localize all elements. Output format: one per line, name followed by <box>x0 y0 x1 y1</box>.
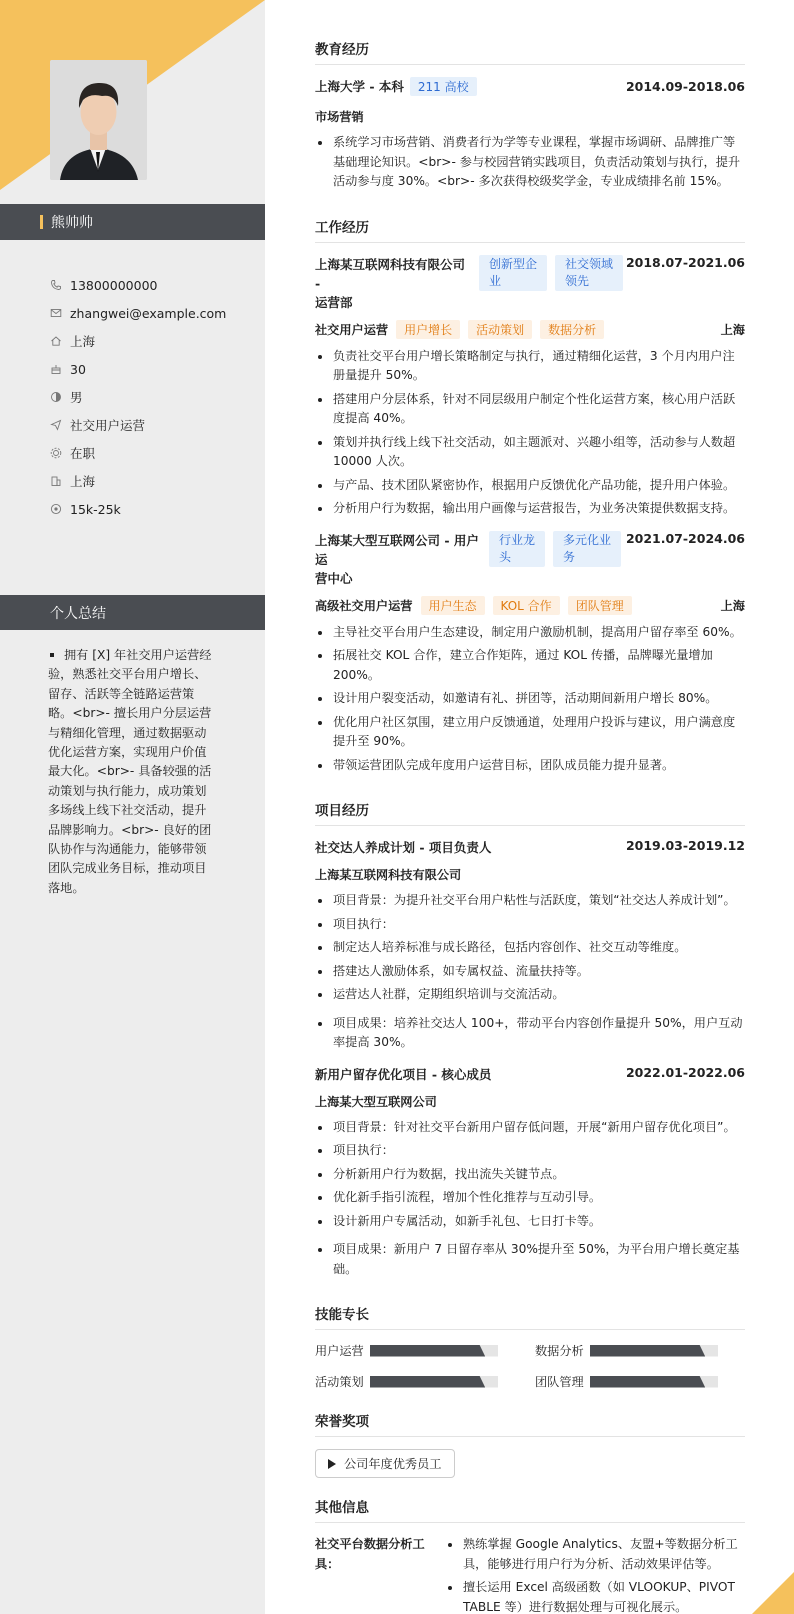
corner-decoration-bottom <box>752 1572 794 1614</box>
project-company: 上海某互联网科技有限公司 <box>315 868 462 882</box>
job-role: 高级社交用户运营 <box>315 598 413 613</box>
project-bullet: 项目成果：培养社交达人 100+，带动平台内容创作量提升 50%，用户互动率提高 30%。 <box>315 1014 745 1053</box>
skills-title: 技能专长 <box>315 1303 745 1330</box>
contact-phone <box>50 271 226 299</box>
avatar <box>50 60 147 180</box>
honors-section <box>315 1410 745 1478</box>
job-tag-line: 多元化业 <box>563 532 612 547</box>
project-bullet: 分析新用户行为数据，找出流失关键节点。 <box>315 1165 745 1185</box>
contact-location <box>50 327 226 355</box>
job-tag <box>555 255 623 291</box>
job-bullet: 设计用户裂变活动，如邀请有礼、拼团等，活动期间新用户增长 80%。 <box>315 689 745 709</box>
skill-fill <box>370 1376 485 1388</box>
salary-icon <box>50 503 62 515</box>
education-tag: 211 高校 <box>410 77 477 96</box>
summary-title: 个人总结 <box>50 605 106 622</box>
skill-item <box>315 1342 535 1359</box>
job-city: 上海 <box>720 322 745 337</box>
project-date: 2019.03-2019.12 <box>625 838 745 853</box>
job-tag-line: 社交领域 <box>565 256 614 271</box>
job-item <box>315 531 745 776</box>
job-skill-tag: 数据分析 <box>540 320 604 339</box>
play-icon <box>328 1459 336 1469</box>
contact-email <box>50 299 226 327</box>
project-header <box>315 838 745 856</box>
job-company-line: 上海某互联网科技有限公司 - <box>315 256 466 291</box>
gender-icon <box>50 391 62 403</box>
job-item <box>315 255 745 519</box>
education-header <box>315 77 745 96</box>
job-skill-tag: 用户增长 <box>396 320 460 339</box>
contact-salary-text: 15k-25k <box>70 501 121 517</box>
work-section <box>315 216 745 776</box>
job-company-line: 上海某大型互联网公司 - 用户运 <box>315 532 479 567</box>
job-company <box>315 531 483 588</box>
summary-content: 拥有 [X] 年社交用户运营经验，熟悉社交平台用户增长、留存、活跃等全链路运营策略。<br>- 擅长用户分层运营与精细化管理，通过数据驱动优化运营方案，实现用户价值最大化。<br>- 具备较强的活动策划与执行能力，成功策划多场线上线下社交活动，提升品牌影响力。<br>- 良好的团队协作与沟通能力，能够带领团队完成业务目标，推动项目落地。 <box>48 648 212 895</box>
contact-age-text: 30 <box>70 361 86 377</box>
job-role: 社交用户运营 <box>315 322 389 337</box>
contact-city-text: 上海 <box>70 474 96 489</box>
contact-phone-text: 13800000000 <box>70 277 158 293</box>
project-item <box>315 1065 745 1280</box>
project-bullet: 优化新手指引流程，增加个性化推荐与互动引导。 <box>315 1188 745 1208</box>
project-bullet: 项目执行： <box>315 915 745 935</box>
job-bullet: 策划并执行线上线下社交活动，如主题派对、兴趣小组等，活动参与人数超 10000 人次。 <box>315 433 745 472</box>
job-bullet: 分析用户行为数据，输出用户画像与运营报告，为业务决策提供数据支持。 <box>315 499 745 519</box>
job-bullet: 优化用户社区氛围，建立用户反馈通道，处理用户投诉与建议，用户满意度提升至 90%。 <box>315 713 745 752</box>
job-tag <box>479 255 547 291</box>
project-bullet: 项目背景：针对社交平台新用户留存低问题，开展“新用户留存优化项目”。 <box>315 1118 745 1138</box>
contact-email-text: zhangwei@example.com <box>70 305 227 321</box>
job-company <box>315 255 473 312</box>
age-icon <box>50 363 62 375</box>
status-icon <box>50 447 62 459</box>
job-tag-line: 业 <box>489 273 502 288</box>
project-name: 新用户留存优化项目 - 核心成员 <box>315 1066 492 1082</box>
skill-label: 用户运营 <box>315 1344 364 1358</box>
summary-text <box>48 646 218 898</box>
job-skill-tag: 活动策划 <box>468 320 532 339</box>
job-bullet: 负责社交平台用户增长策略制定与执行，通过精细化运营，3 个月内用户注册量提升 50%。 <box>315 347 745 386</box>
other-section <box>315 1496 745 1614</box>
project-name: 社交达人养成计划 - 项目负责人 <box>315 840 492 855</box>
skill-item <box>535 1342 745 1359</box>
job-skill-tag: 用户生态 <box>421 596 485 615</box>
job-company-line: 运营部 <box>315 294 353 310</box>
job-tag-line: 领先 <box>565 273 590 288</box>
job-bullet: 带领运营团队完成年度用户运营目标，团队成员能力提升显著。 <box>315 756 745 776</box>
skill-item <box>315 1373 535 1390</box>
education-major: 市场营销 <box>315 110 364 124</box>
building-icon <box>50 475 62 487</box>
honor-label: 公司年度优秀员工 <box>344 1457 442 1471</box>
job-tag-line: 务 <box>563 549 576 564</box>
main-content <box>315 38 745 1614</box>
home-icon <box>50 335 62 347</box>
education-title: 教育经历 <box>315 38 745 65</box>
summary-bar <box>0 595 265 630</box>
job-skill-tag: 团队管理 <box>568 596 632 615</box>
contact-position <box>50 411 226 439</box>
job-bullet: 搭建用户分层体系，针对不同层级用户制定个性化运营方案，核心用户活跃度提高 40%。 <box>315 390 745 429</box>
contact-location-text: 上海 <box>70 334 96 349</box>
skill-label: 活动策划 <box>315 1375 364 1389</box>
other-row <box>315 1535 745 1614</box>
job-company-line: 营中心 <box>315 570 353 586</box>
contact-city <box>50 467 226 495</box>
project-company: 上海某大型互联网公司 <box>315 1094 437 1109</box>
project-date: 2022.01-2022.06 <box>625 1064 745 1080</box>
name-accent <box>40 215 43 229</box>
projects-title: 项目经历 <box>315 799 745 826</box>
job-tag-line: 头 <box>499 549 512 564</box>
job-city: 上海 <box>720 598 745 613</box>
skills-grid <box>315 1342 745 1390</box>
project-bullet: 项目成果：新用户 7 日留存率从 30%提升至 50%，为平台用户增长奠定基础。 <box>315 1240 745 1279</box>
other-list <box>445 1535 745 1614</box>
skill-label: 数据分析 <box>535 1344 584 1358</box>
project-header <box>315 1065 745 1083</box>
job-tag <box>553 531 621 567</box>
education-school: 上海大学 - 本科 <box>315 79 404 94</box>
phone-icon <box>50 279 62 291</box>
contact-gender-text: 男 <box>70 390 83 405</box>
job-role-row <box>315 320 745 339</box>
education-date: 2014.09-2018.06 <box>625 79 745 94</box>
contact-list <box>50 271 226 523</box>
project-item <box>315 838 745 1053</box>
other-bullet: 熟练掌握 Google Analytics、友盟+等数据分析工具，能够进行用户行为分析、活动效果评估等。 <box>445 1535 745 1574</box>
skill-item <box>535 1373 745 1390</box>
job-tag-line: 行业龙 <box>499 532 536 547</box>
project-bullet: 项目背景：为提升社交平台用户粘性与活跃度，策划“社交达人养成计划”。 <box>315 891 745 911</box>
contact-gender <box>50 383 226 411</box>
project-bullet: 搭建达人激励体系，如专属权益、流量扶持等。 <box>315 962 745 982</box>
project-bullet: 设计新用户专属活动，如新手礼包、七日打卡等。 <box>315 1212 745 1232</box>
project-bullet: 制定达人培养标准与成长路径，包括内容创作、社交互动等维度。 <box>315 938 745 958</box>
skill-bar <box>590 1376 718 1388</box>
job-date: 2018.07-2021.06 <box>625 254 745 270</box>
summary-bullet <box>50 653 54 657</box>
job-header <box>315 531 745 588</box>
other-title: 其他信息 <box>315 1496 745 1523</box>
sidebar <box>0 0 265 1614</box>
contact-status-text: 在职 <box>70 446 96 461</box>
job-role-row <box>315 596 745 615</box>
education-detail: 系统学习市场营销、消费者行为学等专业课程，掌握市场调研、品牌推广等基础理论知识。<br>- 参与校园营销实践项目，负责活动策划与执行，提升活动参与度 30%。<br>- 多次获得校级奖学金，专业成绩排名前 15%。 <box>315 133 745 192</box>
contact-position-text: 社交用户运营 <box>70 418 146 433</box>
job-bullet: 与产品、技术团队紧密协作，根据用户反馈优化产品功能，提升用户体验。 <box>315 476 745 496</box>
honor-item[interactable] <box>315 1449 455 1478</box>
skill-fill <box>590 1376 705 1388</box>
job-skill-tag: KOL 合作 <box>493 596 560 615</box>
project-bullet: 项目执行： <box>315 1141 745 1161</box>
job-header <box>315 255 745 312</box>
job-tag <box>489 531 545 567</box>
skill-bar <box>370 1376 498 1388</box>
job-bullet: 拓展社交 KOL 合作，建立合作矩阵，通过 KOL 传播，品牌曝光量增加 200%。 <box>315 646 745 685</box>
profile-name: 熊帅帅 <box>51 215 93 231</box>
job-date: 2021.07-2024.06 <box>625 530 745 546</box>
contact-salary <box>50 495 226 523</box>
send-icon <box>50 419 62 431</box>
project-bullet: 运营达人社群，定期组织培训与交流活动。 <box>315 985 745 1005</box>
email-icon <box>50 307 62 319</box>
skill-bar <box>370 1345 498 1357</box>
job-tag-line: 创新型企 <box>489 256 538 271</box>
projects-section <box>315 799 745 1279</box>
work-title: 工作经历 <box>315 216 745 243</box>
job-bullet: 主导社交平台用户生态建设，制定用户激励机制，提高用户留存率至 60%。 <box>315 623 745 643</box>
skill-label: 团队管理 <box>535 1375 584 1389</box>
skill-fill <box>370 1345 485 1357</box>
education-section <box>315 38 745 192</box>
skill-bar <box>590 1345 718 1357</box>
other-bullet: 擅长运用 Excel 高级函数（如 VLOOKUP、PIVOT TABLE 等）进行数据处理与可视化展示。 <box>445 1578 745 1614</box>
name-bar <box>0 204 265 240</box>
contact-age <box>50 355 226 383</box>
skill-fill <box>590 1345 705 1357</box>
contact-status <box>50 439 226 467</box>
skills-section <box>315 1303 745 1390</box>
other-label: 社交平台数据分析工具： <box>315 1537 425 1571</box>
honors-title: 荣誉奖项 <box>315 1410 745 1437</box>
